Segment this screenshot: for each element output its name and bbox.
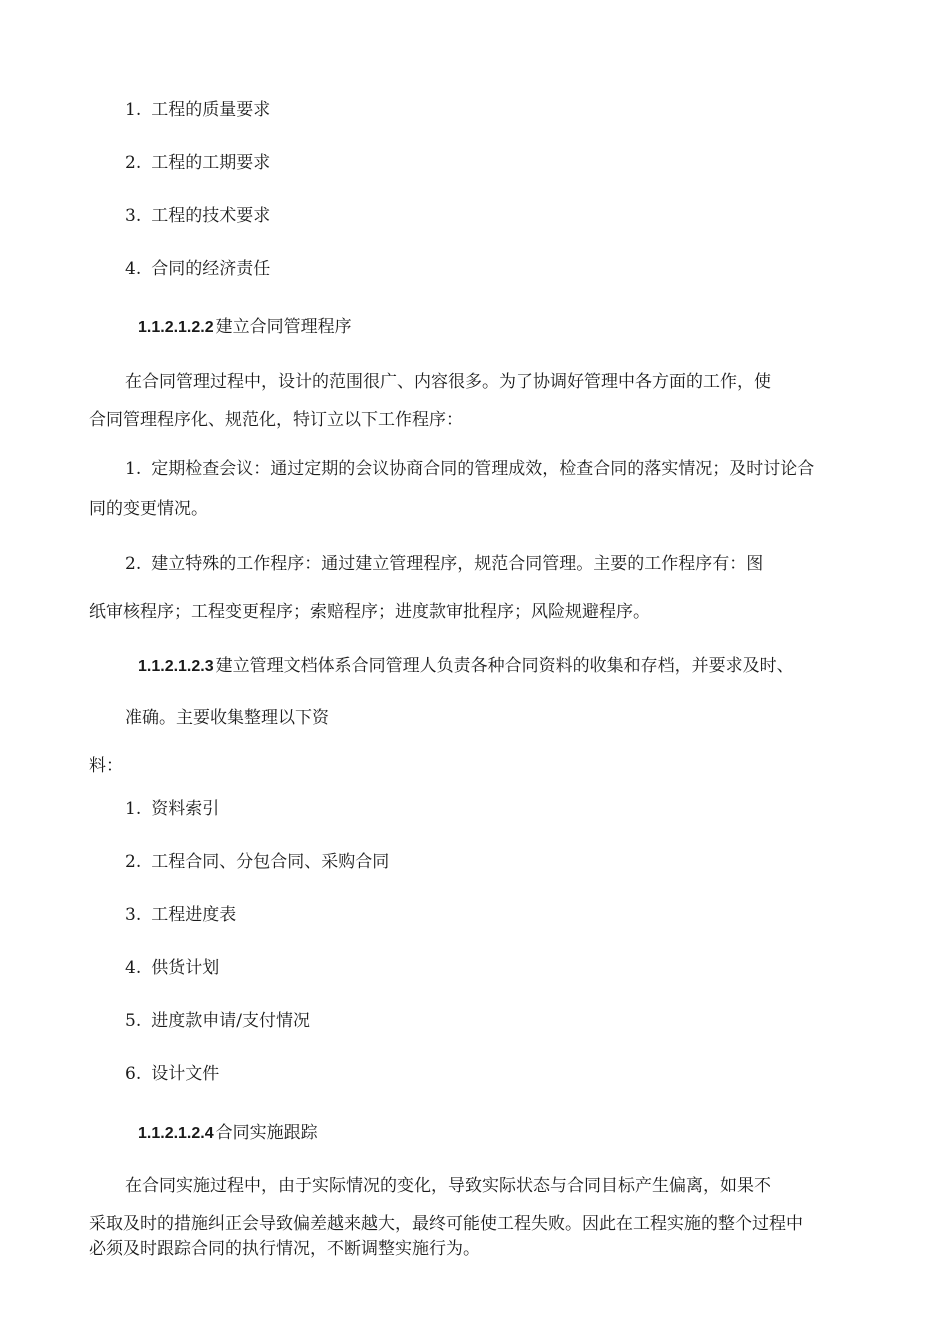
paragraph-line: 在合同实施过程中，由于实际情况的变化，导致实际状态与合同目标产生偏离，如果不 [125, 1176, 771, 1196]
list-item: 2. 工程合同、分包合同、采购合同 [125, 852, 390, 872]
paragraph-line: 纸审核程序；工程变更程序；索赔程序；进度款审批程序；风险规避程序。 [89, 602, 650, 622]
section-heading: 1.1.2.1.2.3 建立管理文档体系合同管理人负责各种合同资料的收集和存档，并要求及时、 [138, 656, 794, 676]
list-item: 2. 建立特殊的工作程序：通过建立管理程序，规范合同管理。主要的工作程序有：图 [125, 554, 764, 574]
list-item: 1. 资料索引 [125, 799, 220, 819]
paragraph-line: 必须及时跟踪合同的执行情况，不断调整实施行为。 [89, 1239, 480, 1259]
list-item: 1. 定期检查会议：通过定期的会议协商合同的管理成效，检查合同的落实情况；及时讨论合 [125, 459, 815, 479]
list-item: 6. 设计文件 [125, 1064, 220, 1084]
list-item: 5. 进度款申请/支付情况 [125, 1011, 310, 1031]
list-item: 3. 工程的技术要求 [125, 206, 271, 226]
list-item: 4. 合同的经济责任 [125, 259, 271, 279]
list-item: 4. 供货计划 [125, 958, 220, 978]
paragraph-line: 合同管理程序化、规范化，特订立以下工作程序： [89, 410, 463, 430]
list-item: 3. 工程进度表 [125, 905, 237, 925]
section-heading: 1.1.2.1.2.2 建立合同管理程序 [138, 317, 352, 337]
paragraph-line: 采取及时的措施纠正会导致偏差越来越大，最终可能使工程失败。因此在工程实施的整个过程中 [89, 1214, 803, 1234]
list-item: 1. 工程的质量要求 [125, 100, 271, 120]
paragraph-line: 料： [89, 756, 123, 776]
paragraph-line: 准确。主要收集整理以下资 [125, 708, 329, 728]
paragraph-line: 在合同管理过程中，设计的范围很广、内容很多。为了协调好管理中各方面的工作，使 [125, 372, 771, 392]
section-heading: 1.1.2.1.2.4 合同实施跟踪 [138, 1123, 318, 1143]
list-item: 2. 工程的工期要求 [125, 153, 271, 173]
paragraph-line: 同的变更情况。 [89, 499, 208, 519]
